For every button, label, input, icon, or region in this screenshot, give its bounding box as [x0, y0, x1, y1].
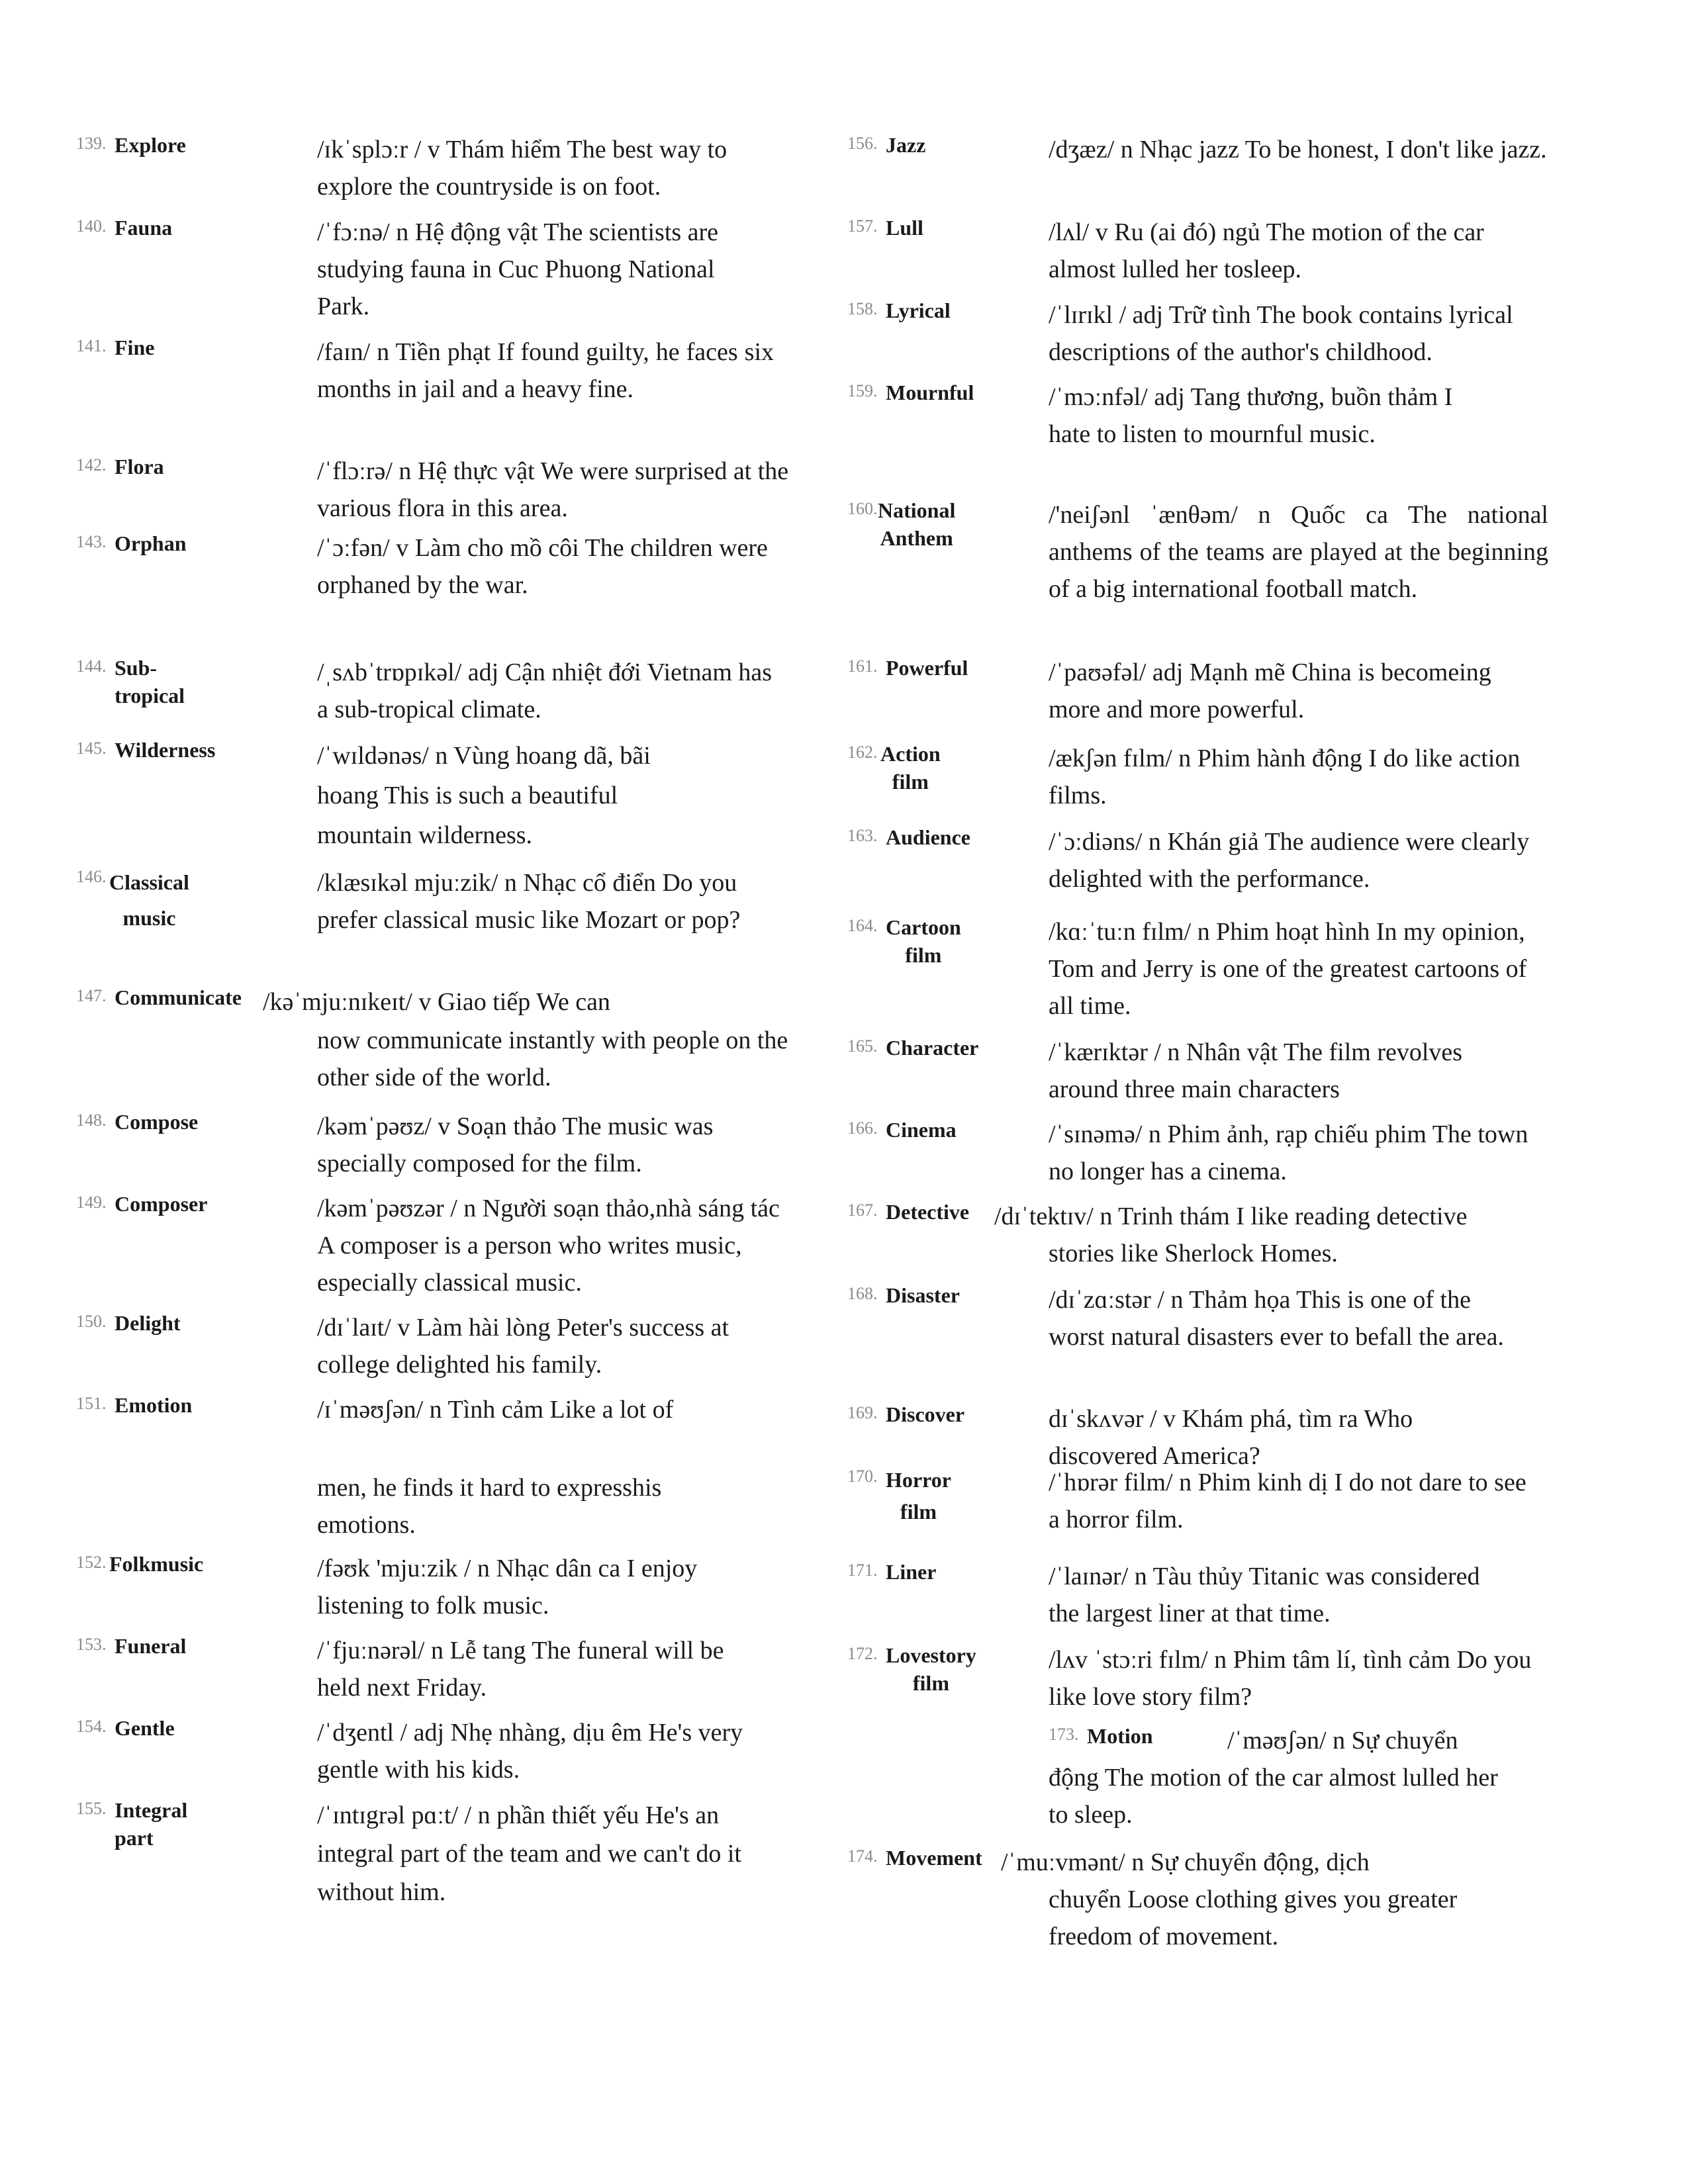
entry-word: Audience — [886, 825, 970, 849]
entry-word: Powerful — [886, 656, 968, 680]
entry-word: Emotion — [115, 1393, 193, 1417]
entry-number: 172. — [847, 1644, 878, 1663]
entry-word: Horror film — [886, 1468, 951, 1524]
entry-word: Lyrical — [886, 298, 951, 322]
entry-definition: /ˈdʒentl / adj Nhẹ nhàng, dịu êm He's very gentle with his kids. — [317, 1719, 743, 1784]
entry-number: 147. — [76, 986, 107, 1005]
entry-definition: dɪˈskʌvər / v Khám phá, tìm ra Who discovered America? — [1049, 1405, 1413, 1470]
entry-definition: /ˈmɔːnfəl/ adj Tang thương, buồn thảm I hate to listen to mournful music. — [1049, 383, 1453, 448]
entry-word: Integral part — [115, 1798, 188, 1850]
entry-word: National Anthem — [878, 498, 956, 550]
entry-definition: stories like Sherlock Homes. — [1049, 1240, 1338, 1267]
entry-definition: /ˈlɪrɪkl / adj Trữ tình The book contains lyrical descriptions of the author's childhood. — [1049, 301, 1513, 366]
entry-definition-head: /kəˈmjuːnɪkeɪt/ v Giao tiếp We can — [263, 988, 610, 1016]
entry-number: 144. — [76, 657, 107, 676]
entry-word: Jazz — [886, 133, 926, 157]
entry-definition: /ˈsɪnəmə/ n Phim ảnh, rạp chiếu phim The town no longer has a cinema. — [1049, 1120, 1528, 1185]
entry-definition: now communicate instantly with people on the other side of the world. — [317, 1026, 788, 1091]
entry-word: Composer — [115, 1192, 208, 1216]
entry-definition-head: /ɪˈməʊʃən/ n Tình cảm Like a lot of — [317, 1396, 674, 1424]
entry-definition-head: /ˈməʊʃən/ n Sự chuyển — [1227, 1727, 1458, 1754]
entry-word: Funeral — [115, 1634, 187, 1658]
entry-number: 146. — [76, 867, 107, 886]
entry-definition: /ˈkærɪktər / n Nhân vật The film revolves around three main characters — [1049, 1038, 1463, 1103]
entry-number: 156. — [847, 134, 878, 153]
entry-number: 169. — [847, 1403, 878, 1422]
entry-definition: /ɪkˈsplɔːr / v Thám hiểm The best way to explore the countryside is on foot. — [317, 136, 727, 201]
entry-definition: /ˈɔːfən/ v Làm cho mồ côi The children were orphaned by the war. — [317, 534, 768, 599]
entry-word: Sub-tropical — [115, 656, 185, 707]
entry-word: Character — [886, 1036, 979, 1060]
entry-definition: động The motion of the car almost lulled her to sleep. — [1049, 1764, 1498, 1829]
entry-definition-head: /dɪˈtektɪv/ n Trinh thám I like reading detective — [994, 1203, 1468, 1230]
entry-word: Lovestory film — [886, 1643, 976, 1695]
entry-number: 143. — [76, 532, 107, 551]
entry-word: Detective — [886, 1200, 970, 1224]
entry-definition: /dʒæz/ n Nhạc jazz To be honest, I don't like jazz. — [1049, 136, 1547, 163]
entry-word: Classical music — [109, 870, 189, 930]
entry-definition: /kəmˈpəʊz/ v Soạn thảo The music was specially composed for the film. — [317, 1113, 714, 1177]
entry-number: 170. — [847, 1467, 878, 1486]
entry-word: Wilderness — [115, 738, 216, 762]
entry-number: 174. — [847, 1846, 878, 1866]
entry-number: 149. — [76, 1193, 107, 1212]
entry-word: Disaster — [886, 1283, 960, 1307]
entry-definition: /faɪn/ n Tiền phạt If found guilty, he faces six months in jail and a heavy fine. — [317, 338, 774, 403]
entry-number: 151. — [76, 1394, 107, 1413]
entry-number: 145. — [76, 739, 107, 758]
entry-number: 173. — [1049, 1725, 1079, 1744]
entry-word: Lull — [886, 216, 923, 240]
entry-definition: /'neiʃənl ˈænθəm/ n Quốc ca The national anthems of the teams are played at the beginning of a big international football match. — [1049, 501, 1548, 603]
entry-word: Cinema — [886, 1118, 957, 1142]
entry-number: 160. — [847, 499, 878, 518]
entry-definition: /dɪˈlaɪt/ v Làm hài lòng Peter's success at college delighted his family. — [317, 1314, 729, 1379]
entry-word: Compose — [115, 1110, 199, 1134]
entry-number: 141. — [76, 336, 107, 355]
entry-definition: /ˈpaʊəfəl/ adj Mạnh mẽ China is becomeing more and more powerful. — [1049, 659, 1491, 723]
entry-number: 166. — [847, 1118, 878, 1138]
entry-word: Movement — [886, 1846, 982, 1870]
entry-number: 159. — [847, 381, 878, 400]
entry-definition: /lʌl/ v Ru (ai đó) ngủ The motion of the car almost lulled her tosleep. — [1049, 218, 1484, 283]
entry-number: 142. — [76, 455, 107, 475]
entry-definition: /ˈhɒrər film/ n Phim kinh dị I do not dare to see a horror film. — [1049, 1469, 1526, 1533]
entry-definition: /kɑːˈtuːn fɪlm/ n Phim hoạt hình In my opinion, Tom and Jerry is one of the greatest cartoons of all time. — [1049, 918, 1527, 1020]
entry-definition: /dɪˈzɑːstər / n Thảm họa This is one of the worst natural disasters ever to befall the area. — [1049, 1286, 1504, 1351]
entry-number: 165. — [847, 1036, 878, 1056]
entry-definition: chuyển Loose clothing gives you greater freedom of movement. — [1049, 1886, 1458, 1950]
entry-definition-head: /ˈmuːvmənt/ n Sự chuyển động, dịch — [1001, 1848, 1370, 1876]
entry-number: 148. — [76, 1111, 107, 1130]
entry-word: Discover — [886, 1402, 965, 1426]
entry-number: 162. — [847, 743, 878, 762]
entry-definition: /kəmˈpəʊzər / n Người soạn thảo,nhà sáng tác A composer is a person who writes music, especially classical music. — [317, 1195, 780, 1297]
entry-number: 163. — [847, 826, 878, 845]
entry-definition: men, he finds it hard to expresshis emotions. — [317, 1474, 662, 1539]
entry-word: Mournful — [886, 381, 974, 404]
entry-number: 150. — [76, 1312, 107, 1331]
entry-word: Action film — [880, 742, 941, 794]
entry-number: 161. — [847, 657, 878, 676]
entry-definition: /ˈflɔːrə/ n Hệ thực vật We were surprised at the various flora in this area. — [317, 457, 789, 522]
entry-definition: /ˈɪntɪgrəl pɑːt/ / n phần thiết yếu He's an integral part of the team and we can't do it without him. — [317, 1801, 741, 1906]
entry-number: 155. — [76, 1799, 107, 1818]
entry-number: 167. — [847, 1201, 878, 1220]
entry-number: 164. — [847, 916, 878, 935]
entry-number: 154. — [76, 1717, 107, 1736]
entry-number: 152. — [76, 1553, 107, 1572]
entry-number: 157. — [847, 216, 878, 236]
entry-definition: /ˈfjuːnərəl/ n Lễ tang The funeral will be held next Friday. — [317, 1637, 724, 1702]
entry-number: 140. — [76, 216, 107, 236]
entry-word: Motion — [1087, 1724, 1153, 1748]
entry-definition: /ˈlaɪnər/ n Tàu thủy Titanic was considered the largest liner at that time. — [1049, 1563, 1480, 1627]
entry-word: Explore — [115, 133, 186, 157]
entry-word: Delight — [115, 1311, 181, 1335]
entry-word: Folkmusic — [109, 1552, 204, 1576]
entry-word: Flora — [115, 455, 164, 478]
entry-definition: /klæsɪkəl mjuːzik/ n Nhạc cổ điển Do you prefer classical music like Mozart or pop? — [317, 869, 741, 934]
entry-word: Fine — [115, 336, 155, 359]
entry-number: 153. — [76, 1635, 107, 1654]
entry-definition: /ˈwɪldənəs/ n Vùng hoang dã, bãi hoang This is such a beautiful mountain wilderness. — [317, 742, 651, 849]
entry-word: Gentle — [115, 1716, 175, 1740]
entry-definition: /ˌsʌbˈtrɒpɪkəl/ adj Cận nhiệt đới Vietnam has a sub-tropical climate. — [317, 659, 773, 723]
entry-word: Communicate — [115, 985, 242, 1009]
entry-number: 168. — [847, 1284, 878, 1303]
entry-definition: /ˈɔːdiəns/ n Khán giả The audience were clearly delighted with the performance. — [1049, 828, 1530, 893]
entry-definition: /fəʊk 'mjuːzik / n Nhạc dân ca I enjoy listening to folk music. — [317, 1555, 698, 1619]
entry-definition: /ˈfɔːnə/ n Hệ động vật The scientists are studying fauna in Cuc Phuong National Park. — [317, 218, 719, 320]
entry-number: 139. — [76, 134, 107, 153]
entry-word: Cartoon film — [886, 915, 961, 967]
entry-word: Liner — [886, 1560, 937, 1584]
entry-word: Fauna — [115, 216, 173, 240]
entry-number: 158. — [847, 299, 878, 318]
entry-number: 171. — [847, 1561, 878, 1580]
entry-word: Orphan — [115, 531, 187, 555]
entry-definition: /lʌv ˈstɔːri fɪlm/ n Phim tâm lí, tình cảm Do you like love story film? — [1049, 1646, 1532, 1711]
entry-definition: /ækʃən fɪlm/ n Phim hành động I do like action films. — [1049, 745, 1521, 809]
